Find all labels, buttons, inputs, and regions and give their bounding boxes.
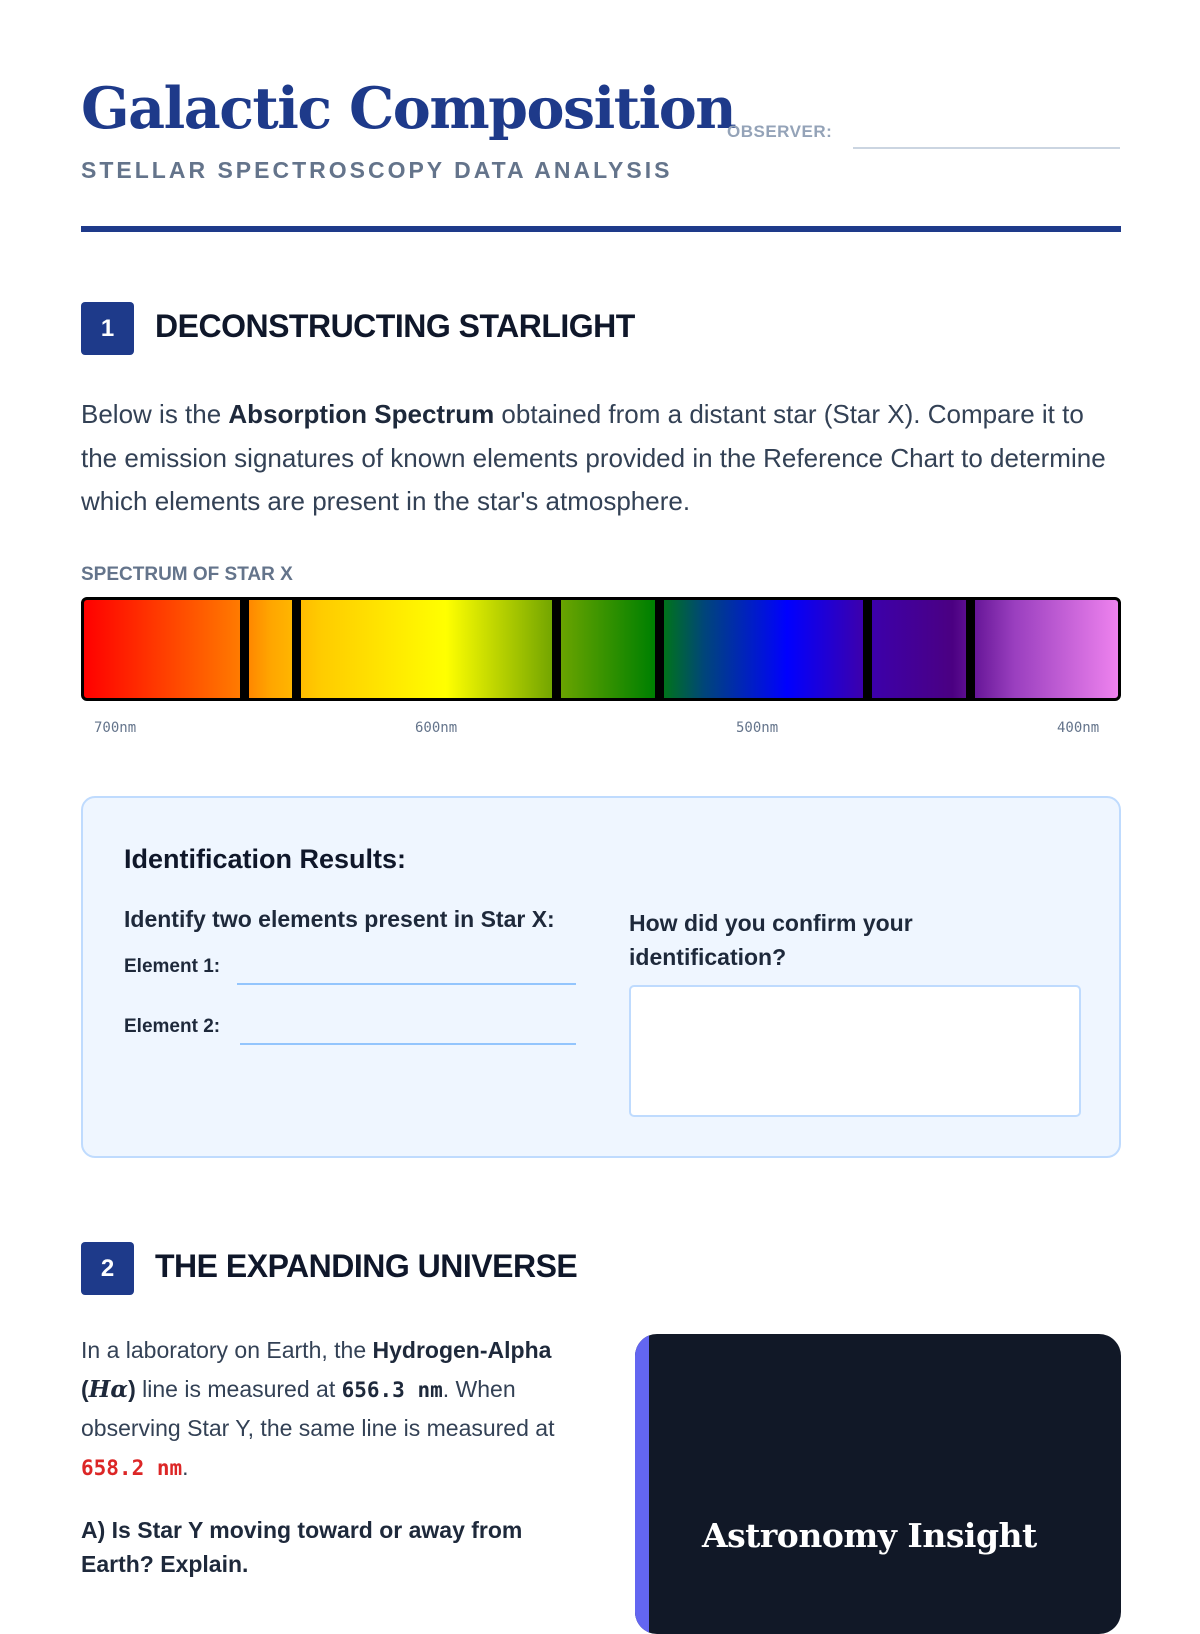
- absorption-line: [240, 600, 249, 698]
- insight-accent-bar: [635, 1334, 649, 1634]
- p2-text: . When observing Star Y, the same line is measured at: [81, 1375, 555, 1441]
- absorption-line: [863, 600, 872, 698]
- section-2-badge: 2: [81, 1242, 134, 1295]
- confirmation-answer-box[interactable]: [629, 985, 1081, 1117]
- wavelength-tick: 600nm: [415, 720, 458, 736]
- identification-results-panel: [81, 796, 1121, 1158]
- section-2-title: THE EXPANDING UNIVERSE: [155, 1248, 578, 1284]
- element-2-label: Element 2:: [124, 1016, 221, 1037]
- astronomy-insight-card: [635, 1334, 1121, 1634]
- p2-text: In a laboratory on Earth, the: [81, 1337, 373, 1363]
- lab-wavelength-value: 656.3 nm: [341, 1377, 443, 1402]
- absorption-line: [552, 600, 561, 698]
- section-1-intro: [81, 393, 1121, 524]
- intro-text-start: Below is the: [81, 399, 229, 429]
- element-1-label: Element 1:: [124, 956, 221, 977]
- intro-bold-term: Absorption Spectrum: [228, 399, 495, 429]
- absorption-line: [966, 600, 975, 698]
- header-divider: [81, 226, 1121, 232]
- spectrum-label: SPECTRUM OF STAR X: [81, 564, 293, 585]
- section-1-badge: 1: [81, 302, 134, 355]
- section-1-title: DECONSTRUCTING STARLIGHT: [155, 308, 635, 344]
- p2-text: .: [182, 1453, 189, 1480]
- element-1-field[interactable]: [237, 983, 576, 985]
- absorption-line: [655, 600, 664, 698]
- wavelength-tick: 500nm: [736, 720, 779, 736]
- intro-text-end: obtained from a distant star (Star X). Compare it to the emission signatures of known elements provided in the Reference Chart to determine which elements are present in the star's atmosphere.: [81, 399, 1106, 516]
- wavelength-tick: 400nm: [1057, 720, 1100, 736]
- p2-bold-start: Hydrogen-Alpha (: [81, 1337, 552, 1402]
- observer-field[interactable]: [853, 147, 1120, 149]
- observer-label: OBSERVER:: [727, 122, 833, 141]
- h-alpha-symbol: Hα: [88, 1375, 129, 1403]
- question-a: A) Is Star Y moving toward or away from Earth? Explain.: [81, 1517, 523, 1577]
- wavelength-tick: 700nm: [94, 720, 137, 736]
- results-title: Identification Results:: [124, 844, 407, 874]
- section-2-paragraph: [81, 1331, 561, 1487]
- element-2-field[interactable]: [240, 1043, 576, 1045]
- absorption-spectrum: [81, 597, 1121, 701]
- p2-bold-end: ): [128, 1375, 136, 1402]
- page-title: Galactic Composition: [81, 75, 736, 142]
- absorption-line: [292, 600, 301, 698]
- insight-title: Astronomy Insight: [702, 1516, 1037, 1555]
- page-subtitle: STELLAR SPECTROSCOPY DATA ANALYSIS: [81, 157, 673, 183]
- confirmation-question: How did you confirm your identification?: [629, 910, 913, 970]
- elements-question: Identify two elements present in Star X:: [124, 906, 555, 932]
- p2-text: line is measured at: [135, 1375, 342, 1402]
- observed-wavelength-value: 658.2 nm: [81, 1455, 183, 1480]
